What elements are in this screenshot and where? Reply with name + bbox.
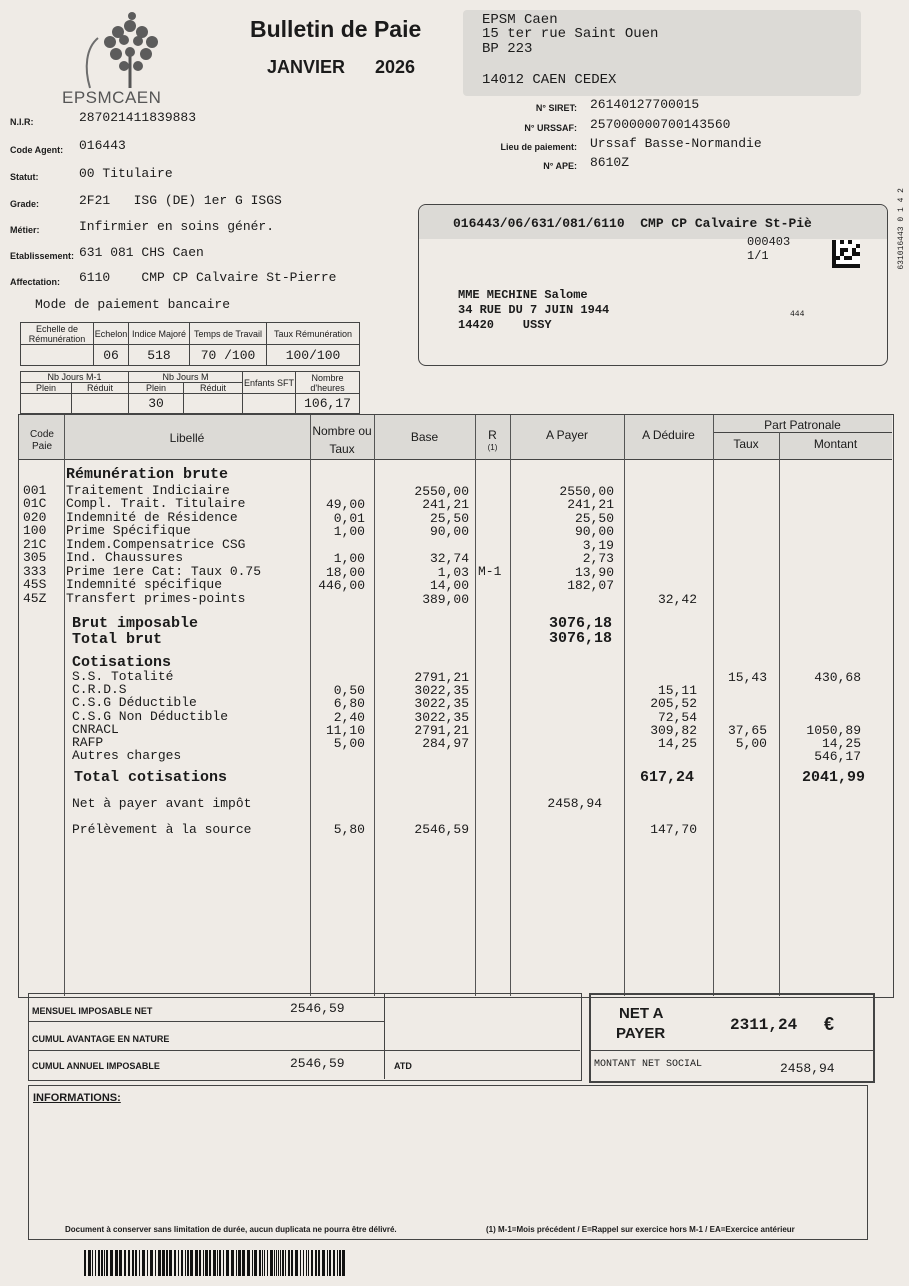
net-avant-impot-label: Net à payer avant impôt bbox=[72, 796, 252, 811]
metier-label: Métier: bbox=[10, 225, 40, 235]
datamatrix-icon bbox=[832, 240, 860, 268]
logo-text: EPSMCAEN bbox=[62, 88, 162, 107]
col-header-r1: (1) bbox=[487, 443, 498, 452]
line-lib: Ind. Chaussures bbox=[66, 550, 184, 565]
mail-code1: 000403 bbox=[747, 235, 791, 249]
affectation-value: 6110 CMP CP Calvaire St-Pierre bbox=[79, 270, 337, 285]
logo bbox=[62, 8, 192, 108]
total-brut-label: Total brut bbox=[72, 631, 163, 648]
cotisation-n: 11,10 bbox=[325, 722, 365, 738]
grid1-h-taux: Taux Rémunération bbox=[267, 323, 360, 345]
grid1-h-indice: Indice Majoré bbox=[129, 323, 190, 345]
pas-label: Prélèvement à la source bbox=[72, 822, 252, 837]
line-lib: Indem.Compensatrice CSG bbox=[66, 536, 246, 552]
net-a-payer-label2: PAYER bbox=[616, 1025, 666, 1042]
line-lib: Compl. Trait. Titulaire bbox=[66, 496, 246, 511]
line-p: 2550,00 bbox=[559, 483, 614, 499]
line-b: 389,00 bbox=[422, 591, 469, 607]
line-n: 446,00 bbox=[318, 578, 365, 593]
net-avant-impot-value: 2458,94 bbox=[547, 796, 602, 811]
cotisation-lib: C.R.D.S bbox=[72, 682, 127, 698]
grid1-v-echelon: 06 bbox=[94, 345, 129, 366]
cotisation-t: 15,43 bbox=[727, 670, 767, 685]
cotisation-lib: C.S.G Non Déductible bbox=[72, 708, 229, 724]
line-lib: Prime Spécifique bbox=[66, 523, 191, 538]
employer-city: 14012 CAEN CEDEX bbox=[482, 72, 617, 88]
statut-value: 00 Titulaire bbox=[79, 166, 173, 181]
footer-left-note: Document à conserver sans limitation de durée, aucun duplicata ne pourra être délivré. bbox=[65, 1225, 397, 1234]
brut-imposable-label: Brut imposable bbox=[72, 615, 199, 632]
code-agent-value: 016443 bbox=[79, 138, 126, 153]
net-social-label: MONTANT NET SOCIAL bbox=[594, 1059, 703, 1070]
line-lib: Indemnité spécifique bbox=[66, 577, 223, 592]
side-code: 631016443 0 1 4 2 bbox=[897, 188, 906, 270]
lieu-paiement-label: Lieu de paiement: bbox=[500, 142, 577, 152]
cotisation-b: 2791,21 bbox=[414, 722, 469, 738]
grid1-h-temps: Temps de Travail bbox=[190, 323, 267, 345]
etablissement-label: Etablissement: bbox=[10, 251, 75, 261]
employer-address1: 15 ter rue Saint Ouen bbox=[482, 26, 659, 42]
mensuel-imposable-label: MENSUEL IMPOSABLE NET bbox=[32, 1006, 153, 1016]
line-n: 1,00 bbox=[333, 551, 365, 566]
cotisation-d: 15,11 bbox=[657, 683, 697, 699]
mensuel-imposable-value: 2546,59 bbox=[290, 1001, 345, 1016]
etablissement-value: 631 081 CHS Caen bbox=[79, 245, 204, 260]
page-title: Bulletin de Paie bbox=[250, 16, 422, 42]
grade-value: 2F21 ISG (DE) 1er G ISGS bbox=[79, 193, 282, 208]
urssaf-label: N° URSSAF: bbox=[524, 123, 577, 133]
net-a-payer-value: 2311,24 bbox=[730, 1016, 798, 1034]
statut-label: Statut: bbox=[10, 172, 39, 182]
ape-value: 8610Z bbox=[590, 155, 630, 170]
col-header-r: R bbox=[488, 428, 497, 442]
grid2-h-m1-reduit: Réduit bbox=[72, 383, 129, 394]
line-p: 182,07 bbox=[567, 578, 614, 593]
line-r: M-1 bbox=[478, 563, 502, 579]
cotisation-d: 14,25 bbox=[657, 736, 697, 751]
siret-value: 26140127700015 bbox=[590, 97, 700, 112]
grid1-v-indice: 518 bbox=[129, 345, 190, 366]
line-code: 45S bbox=[23, 577, 47, 592]
grid1-h-echelon: Echelon bbox=[94, 323, 129, 345]
line-lib: Indemnité de Résidence bbox=[66, 509, 238, 525]
line-code: 020 bbox=[23, 509, 47, 525]
line-b: 25,50 bbox=[429, 510, 469, 526]
grid2-h-m-plein: Plein bbox=[129, 383, 184, 394]
line-code: 45Z bbox=[23, 590, 47, 606]
cotisation-lib: C.S.G Déductible bbox=[72, 695, 197, 711]
lieu-paiement-value: Urssaf Basse-Normandie bbox=[590, 136, 762, 151]
grid2-h-enfants: Enfants SFT bbox=[243, 372, 296, 394]
line-code: 333 bbox=[23, 563, 47, 579]
tree-logo-icon bbox=[62, 8, 192, 94]
line-n: 49,00 bbox=[325, 497, 365, 512]
nir-value: 287021411839883 bbox=[79, 110, 197, 125]
line-b: 241,21 bbox=[422, 497, 469, 512]
net-a-payer-label1: NET A bbox=[619, 1005, 664, 1022]
metier-value: Infirmier en soins génér. bbox=[79, 219, 275, 234]
line-n: 0,01 bbox=[333, 510, 365, 526]
total-cotisations-label: Total cotisations bbox=[74, 769, 228, 786]
code-agent-label: Code Agent: bbox=[10, 145, 64, 155]
nir-label: N.I.R: bbox=[10, 117, 34, 127]
urssaf-value: 257000000700143560 bbox=[590, 117, 731, 132]
pas-base: 2546,59 bbox=[414, 822, 469, 837]
grade-label: Grade: bbox=[10, 199, 40, 209]
col-header-code: Code Paie bbox=[30, 429, 54, 452]
grid1-h-echelle: Echelle de Rémunération bbox=[21, 323, 94, 345]
line-code: 305 bbox=[23, 550, 47, 565]
cotisation-n: 0,50 bbox=[333, 683, 365, 699]
cotisation-lib: Autres charges bbox=[72, 748, 182, 764]
cotisation-b: 3022,35 bbox=[414, 683, 469, 699]
informations-box bbox=[28, 1085, 868, 1240]
affectation-label: Affectation: bbox=[10, 277, 60, 287]
line-lib: Traitement Indiciaire bbox=[66, 482, 230, 498]
barcode-icon bbox=[84, 1250, 346, 1276]
cotisation-m: 430,68 bbox=[814, 670, 861, 685]
brut-imposable-value: 3076,18 bbox=[548, 615, 612, 632]
recipient-name: MME MECHINE Salome bbox=[458, 288, 588, 302]
recipient-street: 34 RUE DU 7 JUIN 1944 bbox=[458, 303, 610, 317]
line-b: 1,03 bbox=[437, 564, 469, 580]
grid1-v-echelle bbox=[21, 345, 94, 366]
line-p: 13,90 bbox=[574, 564, 614, 580]
cumul-annuel-label: CUMUL ANNUEL IMPOSABLE bbox=[32, 1061, 160, 1071]
line-p: 3,19 bbox=[582, 537, 614, 553]
line-lib: Rémunération brute bbox=[66, 466, 229, 483]
cotisation-t: 37,65 bbox=[727, 722, 767, 738]
total-cotisations-deduire: 617,24 bbox=[639, 769, 694, 786]
line-code: 001 bbox=[23, 482, 47, 498]
cotisation-b: 2791,21 bbox=[414, 670, 469, 685]
cotisation-lib: RAFP bbox=[72, 735, 104, 750]
col-header-adeduire: A Déduire bbox=[642, 428, 695, 442]
total-cotisations-montant: 2041,99 bbox=[801, 769, 865, 786]
cotisations-title: Cotisations bbox=[72, 654, 172, 671]
grid2-h-heures: Nombre d'heures bbox=[296, 372, 360, 394]
cotisation-lib: S.S. Totalité bbox=[72, 669, 174, 684]
line-n: 1,00 bbox=[333, 524, 365, 539]
col-header-montant: Montant bbox=[813, 437, 858, 451]
siret-label: N° SIRET: bbox=[535, 103, 577, 113]
cotisation-n: 2,40 bbox=[333, 709, 365, 725]
cumul-annuel-value: 2546,59 bbox=[290, 1056, 345, 1071]
cotisation-t: 5,00 bbox=[735, 736, 767, 751]
cotisation-b: 3022,35 bbox=[414, 709, 469, 725]
grid1-v-taux: 100/100 bbox=[267, 345, 360, 366]
line-d: 32,42 bbox=[657, 591, 697, 607]
pas-deduire: 147,70 bbox=[650, 822, 697, 837]
cotisation-m: 14,25 bbox=[821, 736, 861, 751]
col-header-apayer: A Payer bbox=[545, 428, 589, 442]
atd-label: ATD bbox=[394, 1061, 412, 1071]
line-n: 18,00 bbox=[325, 564, 365, 580]
cotisation-b: 3022,35 bbox=[414, 696, 469, 712]
pas-taux: 5,80 bbox=[333, 822, 365, 837]
cotisation-n: 6,80 bbox=[333, 696, 365, 712]
line-b: 32,74 bbox=[429, 551, 469, 566]
period-month: JANVIER bbox=[267, 57, 346, 77]
net-social-value: 2458,94 bbox=[780, 1061, 835, 1076]
line-b: 2550,00 bbox=[414, 483, 469, 499]
col-header-nombre: Nombre ou Taux bbox=[312, 424, 372, 456]
mail-code2: 1/1 bbox=[747, 249, 769, 263]
ape-label: N° APE: bbox=[543, 161, 577, 171]
grid2-v-m-plein: 30 bbox=[129, 394, 184, 414]
line-lib: Transfert primes-points bbox=[66, 590, 246, 606]
grid2-h-jours-m1: Nb Jours M-1 bbox=[21, 372, 129, 383]
line-b: 14,00 bbox=[429, 578, 469, 593]
employer-address2: BP 223 bbox=[482, 41, 533, 57]
col-header-libelle: Libellé bbox=[169, 431, 205, 445]
line-p: 2,73 bbox=[582, 551, 614, 566]
cotisation-m: 1050,89 bbox=[806, 722, 861, 738]
total-brut-value: 3076,18 bbox=[548, 630, 612, 647]
employer-name: EPSM Caen bbox=[482, 12, 558, 28]
cotisation-m: 546,17 bbox=[814, 749, 861, 765]
line-code: 01C bbox=[23, 496, 47, 511]
grid2-h-jours-m: Nb Jours M bbox=[129, 372, 243, 383]
period-year: 2026 bbox=[375, 57, 416, 77]
cotisation-n: 5,00 bbox=[333, 736, 365, 751]
grid-jours bbox=[20, 371, 360, 414]
footer-right-note: (1) M-1=Mois précédent / E=Rappel sur exercice hors M-1 / EA=Exercice antérieur bbox=[486, 1225, 795, 1234]
line-lib: Prime 1ere Cat: Taux 0.75 bbox=[66, 563, 262, 579]
recipient-city: 14420 USSY bbox=[458, 318, 552, 332]
cotisation-d: 205,52 bbox=[650, 696, 697, 712]
mail-ref: 016443/06/631/081/6110 CMP CP Calvaire St-Piè bbox=[453, 216, 812, 231]
cotisation-d: 309,82 bbox=[650, 722, 697, 738]
line-p: 25,50 bbox=[574, 510, 614, 526]
col-header-taux: Taux bbox=[733, 437, 759, 451]
grid2-h-m1-plein: Plein bbox=[21, 383, 72, 394]
line-p: 90,00 bbox=[574, 524, 614, 539]
cotisation-d: 72,54 bbox=[657, 709, 697, 725]
cumul-avantage-label: CUMUL AVANTAGE EN NATURE bbox=[32, 1034, 170, 1044]
line-p: 241,21 bbox=[567, 497, 614, 512]
col-header-base: Base bbox=[410, 430, 439, 444]
line-b: 90,00 bbox=[429, 524, 469, 539]
col-header-patronale: Part Patronale bbox=[764, 418, 841, 432]
payment-mode: Mode de paiement bancaire bbox=[35, 297, 231, 312]
grid2-h-m-reduit: Réduit bbox=[184, 383, 243, 394]
mail-small-code: 444 bbox=[790, 310, 805, 319]
line-code: 100 bbox=[23, 523, 47, 538]
line-code: 21C bbox=[23, 536, 47, 552]
net-a-payer-currency: € bbox=[824, 1014, 835, 1034]
grid-echelle bbox=[20, 322, 360, 366]
grid1-v-temps: 70 /100 bbox=[190, 345, 267, 366]
grid2-v-heures: 106,17 bbox=[296, 394, 360, 414]
cotisation-lib: CNRACL bbox=[72, 721, 119, 737]
informations-label: INFORMATIONS: bbox=[33, 1092, 121, 1104]
cotisation-b: 284,97 bbox=[422, 736, 469, 751]
